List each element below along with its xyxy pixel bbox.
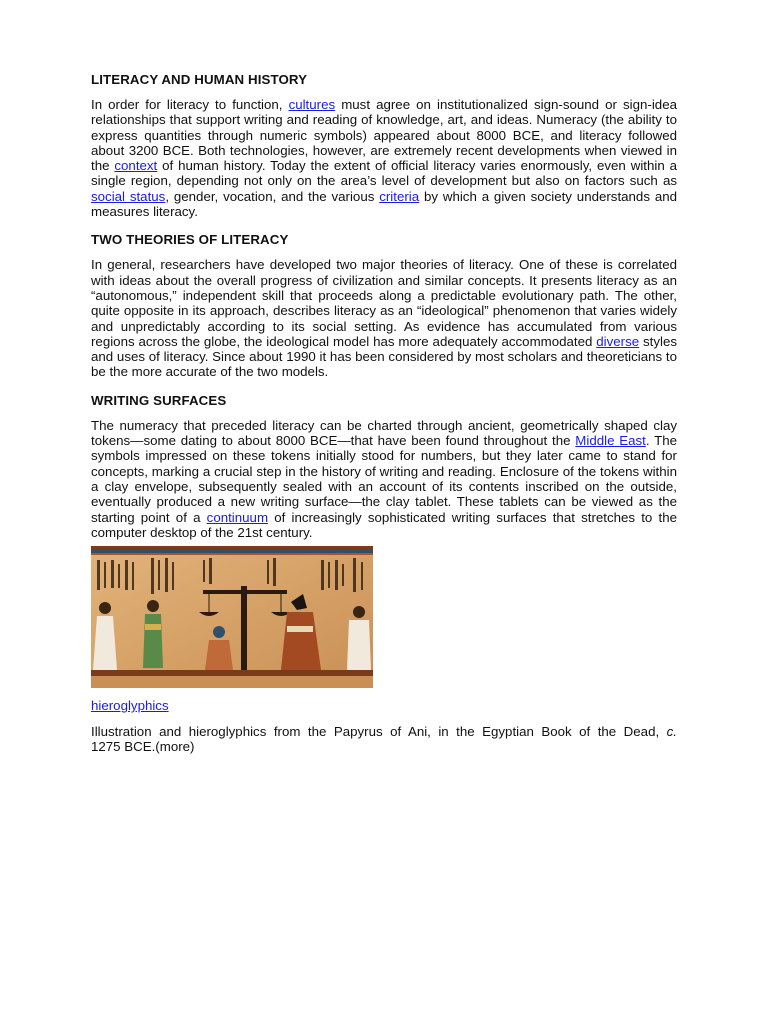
caption-date: 1275 BCE.(more) <box>91 739 195 755</box>
link-continuum[interactable]: continuum <box>206 509 269 525</box>
section-heading-literacy-history: LITERACY AND HUMAN HISTORY <box>91 72 308 87</box>
caption-text: Illustration and hieroglyphics from the Papyrus of Ani, in the Egyptian Book of the Dead, <box>91 724 667 740</box>
text-run: of increasingly sophisticated writing surfaces that stretches to the computer desktop of the 21st century. <box>91 509 677 540</box>
section-heading-two-theories: TWO THEORIES OF LITERACY <box>91 232 289 248</box>
link-middle-east[interactable]: Middle East <box>575 433 646 449</box>
figure-link-row <box>91 698 677 713</box>
text-run: . The symbols impressed on these tokens initially stood for numbers, but they later came to stand for concepts, marking a crucial step in the history of writing and reading. Enclosure of the tokens within a clay envelope, subsequently sealed with an account of its contents inscribed on the outside, eventually produced a new writing surface—the clay tablet. These tablets can be viewed as the starting point of a <box>91 433 678 525</box>
link-cultures[interactable]: cultures <box>288 97 336 112</box>
text-run: In order for literacy to function, <box>91 97 289 112</box>
caption-circa: c. <box>666 724 677 740</box>
text-run: , gender, vocation, and the various <box>165 188 380 204</box>
text-run: In general, researchers have developed two major theories of literacy. One of these is correlated with ideas about the overall progress of civilization and similar concepts. It presents literacy as an “autonomous,” independent skill that proceeds along a predictable evolutionary path. The other, quite opposite in its approach, describes literacy as an “ideological” phenomenon that varies widely and unpredictably according to its social setting. As evidence has accumulated from various regions across the globe, the ideological model has more adequately accommodated <box>91 257 677 349</box>
paragraph-literacy-history <box>91 97 677 219</box>
text-run: The numeracy that preceded literacy can be charted through ancient, geometrically shaped clay tokens—some dating to about 8000 BCE—that have been found throughout the <box>91 417 677 449</box>
papyrus-illustration-image[interactable] <box>91 546 373 688</box>
link-social-status[interactable]: social status <box>91 188 166 204</box>
link-criteria[interactable]: criteria <box>379 188 420 204</box>
link-hieroglyphics[interactable]: hieroglyphics <box>91 698 169 714</box>
text-run: styles and uses of literacy. Since about 1990 it has been considered by most scholars and theoreticians to be the more accurate of the two models. <box>91 333 677 380</box>
section-heading-writing-surfaces: WRITING SURFACES <box>91 392 227 408</box>
figure-caption <box>91 724 677 755</box>
text-run: by which a given society understands and measures literacy. <box>91 188 678 220</box>
paragraph-two-theories <box>91 257 677 379</box>
text-run: of human history. Today the extent of official literacy varies enormously, even within a single region, depending not only on the area’s level of development but also on factors such as <box>91 158 677 189</box>
link-diverse[interactable]: diverse <box>596 333 640 349</box>
paragraph-writing-surfaces <box>91 418 677 540</box>
text-run: must agree on institutionalized sign-sound or sign-idea relationships that support writing and reading of knowledge, art, and ideas. Numeracy (the ability to express quantities through numeric symbols) appeared about 8000 BCE, and literacy followed about 3200 BCE. Both technologies, however, are extremely recent developments when viewed in the <box>91 97 677 174</box>
link-context[interactable]: context <box>114 158 158 174</box>
